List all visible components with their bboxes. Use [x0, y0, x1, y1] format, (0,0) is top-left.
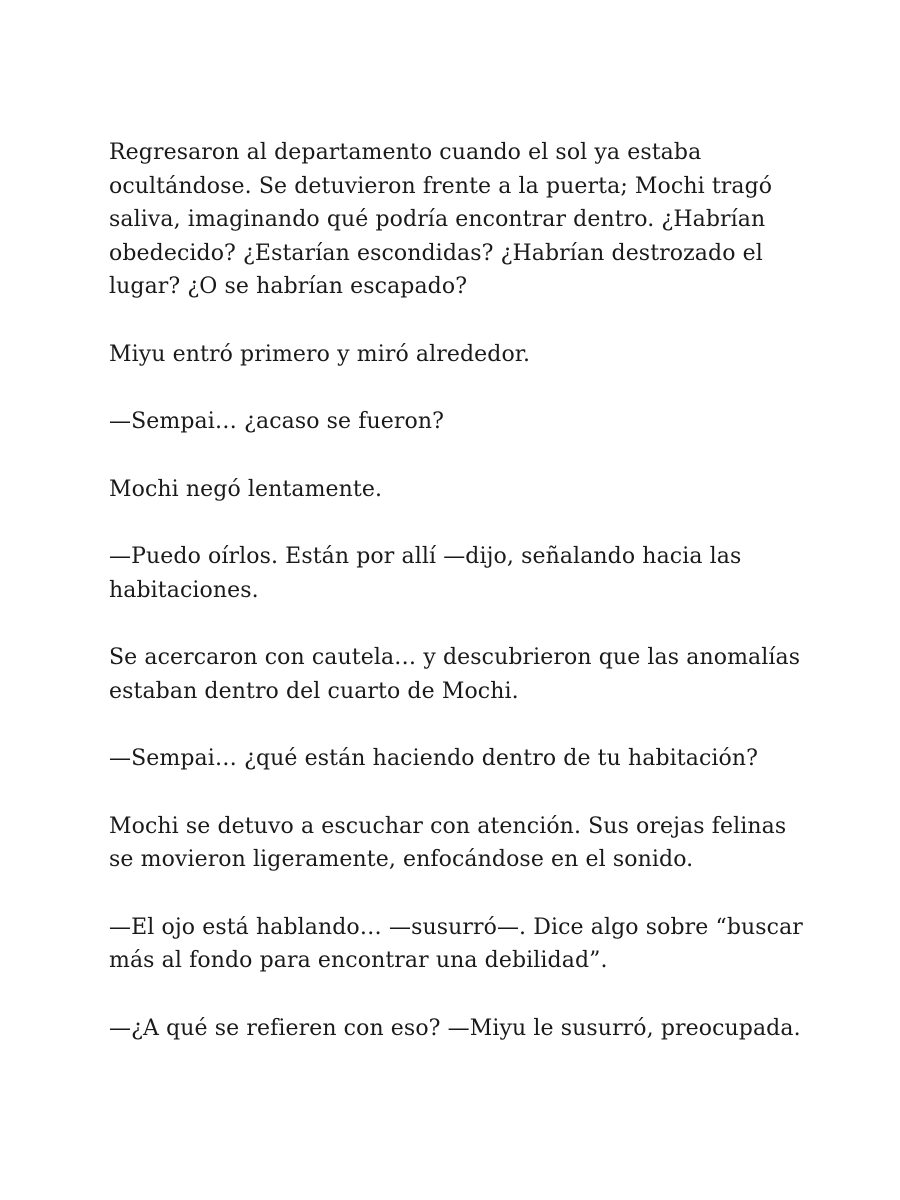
paragraph-2: Miyu entró primero y miró alrededor.: [109, 341, 531, 367]
paragraph-7: —Sempai… ¿qué están haciendo dentro de tu habitación?: [109, 746, 759, 771]
paragraph-1: Regresaron al departamento cuando el sol ya estaba ocultándose. Se detuvieron frente a la puerta; Mochi tragó saliva, imaginando qué podría encontrar dentro. ¿Habrían obedecido? ¿Estarían escondidas? ¿Habrían destrozado el lugar? ¿O se habrían escapado?: [109, 140, 773, 299]
paragraph-10: —¿A qué se refieren con eso? —Miyu le susurró, preocupada.: [109, 1015, 801, 1041]
paragraph-9: —El ojo está hablando… —susurró—. Dice algo sobre “buscar más al fondo para encontrar una debilidad”.: [109, 914, 803, 973]
paragraph-8: Mochi se detuvo a escuchar con atención. Sus orejas felinas se movieron ligeramente, enfocándose en el sonido.: [109, 813, 787, 872]
paragraph-4: Mochi negó lentamente.: [109, 476, 383, 502]
paragraph-3: —Sempai… ¿acaso se fueron?: [109, 409, 445, 434]
document-page: [109, 136, 809, 1045]
paragraph-6: Se acercaron con cautela… y descubrieron que las anomalías estaban dentro del cuarto de Mochi.: [109, 645, 801, 704]
paragraph-5: —Puedo oírlos. Están por allí —dijo, señalando hacia las habitaciones.: [109, 544, 742, 603]
